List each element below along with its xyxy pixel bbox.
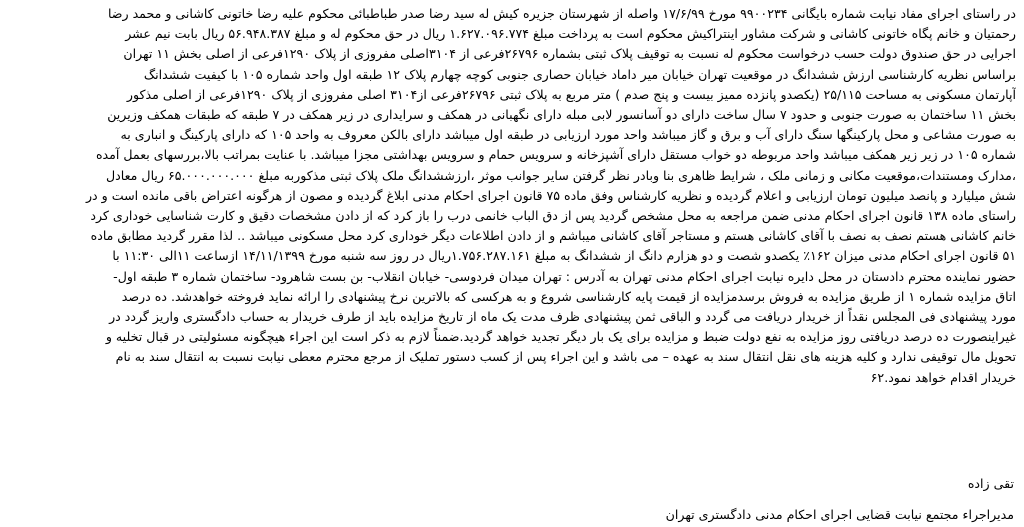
- notice-line: حضور نماینده محترم دادستان در محل دایره نیابت اجرای احکام مدنی تهران به آدرس : تهران میدان فردوسی- خیابان انقلاب- بن بست شاهرود- ساختمان شماره ۳ طبقه اول-: [113, 268, 1016, 284]
- notice-line: اجرایی در حق صندوق دولت حسب درخواست محکوم له نسبت به توقیف پلاک ثبتی بشماره ۲۶۷۹۶فرعی از ۳۱۰۴اصلی مفروزی از پلاک ۱۲۹۰فرعی از اصلی بخش ۱۱ تهران: [123, 46, 1016, 62]
- signer-title: مدیراجراء مجتمع نیابت قضایی اجرای احکام مدنی دادگستری تهران: [665, 507, 1014, 522]
- notice-line: غیراینصورت ده درصد دریافتی روز مزایده به نفع دولت ضبط و مزایده برای یک بار دیگر تجدید خواهد گردید.ضمناً لازم به ذکر است این اجراء هیچگونه مسئولیتی در قبال تخلیه و: [105, 329, 1016, 345]
- notice-line: راستای ماده ۱۳۸ قانون اجرای احکام مدنی ضمن مراجعه به محل مشخص گردید پس از دق الباب خانمی درب را باز کرد که از دادن مشخصات دقیق و کارت شناسایی خوداری کرد: [90, 208, 1016, 224]
- notice-line: ،مدارک ومستندات،موقعیت مکانی و زمانی ملک ، شرایط ظاهری بنا وبادر نظر گرفتن سایر جوانب موثر ،ارزششدانگ ملک پلاک ثبتی مذکوربه مبلغ ۶۵.۰۰۰.۰۰۰.۰۰۰ ریال معادل: [106, 167, 1016, 183]
- notice-line: شش میلیارد و پانصد میلیون تومان ارزیابی و اعلام گردیده و نظریه کارشناس وفق ماده ۷۵ قانون اجرای احکام مدنی ابلاغ گردیده و مصون از هرگونه اعتراض باقی مانده است و در: [85, 187, 1016, 203]
- notice-line: تحویل مال توقیفی ندارد و کلیه هزینه های نقل انتقال سند به عهده – می باشد و این اجراء پس از کسب دستور تملیک از مرجع محترم معطی نیابت نسبت به انتقال سند به نام: [115, 349, 1016, 365]
- notice-line: بخش ۱۱ ساختمان به صورت جنوبی و حدود ۷ سال ساخت دارای دو آسانسور لابی مبله دارای نگهبانی در همکف و سرایداری در زیر همکف در ۷ طبقه که طبقات همکف وزیرین: [107, 107, 1016, 123]
- notice-line: خانم کاشانی هستم نصف به نصف با آقای کاشانی هستم و مستاجر آقای کاشانی میباشم و از دادن اطلاعات دیگر خوداری کرد محل مسکونی میباشد .. لذا مقرر گردید مطابق ماده: [90, 228, 1016, 244]
- auction-notice-body: [8, 4, 1016, 388]
- notice-line: آپارتمان مسکونی به مساحت ۲۵/۱۱۵ (یکصدو پانزده ممیز بیست و پنج صدم ) متر مربع به پلاک ثبتی ۲۶۷۹۶فرعی از۳۱۰۴ اصلی مفروزی از پلاک ۱۲۹۰فرعی از اصلی مذکور: [126, 86, 1016, 102]
- notice-line: مورد پیشنهادی فی المجلس نقداً از خریدار دریافت می گردد و الباقی ثمن پیشنهادی ظرف مدت یک ماه از تاریخ مزایده باید از طرف خریدار به حساب دادگستری واریز گردد در: [109, 309, 1016, 325]
- notice-line: براساس نظریه کارشناسی ارزش ششدانگ در موقعیت تهران خیابان میر داماد خیابان حصاری جنوبی کوچه چهارم پلاک ۱۲ طبقه اول واحد شماره ۱۰۵ با کیفیت ششدانگ: [143, 66, 1016, 82]
- notice-line: خریدار اقدام خواهد نمود.۶۲: [870, 369, 1016, 385]
- notice-line: در راستای اجرای مفاد نیابت شماره بایگانی ۹۹۰۰۲۳۴ مورخ ۱۷/۶/۹۹ واصله از شهرستان جزیره کیش له سید رضا صدر طباطبائی محکوم علیه رضا خاتونی کاشانی و محمد رضا: [107, 6, 1016, 21]
- notice-line: رحمتیان و خانم پگاه خاتونی کاشانی و شرکت مشاور اینتراکیش محکوم است به پرداخت مبلغ ۱.۶۲۷.۰۹۶.۷۷۴ ریال در حق محکوم له و مبلغ ۵۶.۹۴۸.۳۸۷ ریال بابت نیم عشر: [125, 26, 1016, 42]
- notice-line: شماره ۱۰۵ در زیر زیر همکف میباشد واحد مربوطه دو خواب مستقل دارای آشپزخانه و سرویس حمام و سرویس بهداشتی مجزا میباشد. با عنایت بمراتب بالا،بررسهای بعمل آمده: [95, 147, 1016, 163]
- notice-line: ۵۱ قانون اجرای احکام مدنی میزان ۱۶۲٪ یکصدو شصت و دو هزارم دانگ از ششدانگ به مبلغ ۱.۷۵۶.۲۸۷.۱۶۱ریال در روز سه شنبه مورخ ۱۴/۱۱/۱۳۹۹ ازساعت ۱۱الی ۱۱:۳۰ با: [112, 248, 1016, 264]
- signer-name: تقی زاده: [967, 476, 1014, 491]
- notice-line: به صورت مشاعی و محل پارکینگها سنگ دارای آب و برق و گاز میباشد واحد مورد ارزیابی در طبقه اول میباشد دارای بالکن معروف به واحد ۱۰۵ که دارای پارکینگ و انباری به: [120, 127, 1016, 143]
- notice-line: اتاق مزایده شماره ۱ از طریق مزایده به فروش برسدمزایده از قیمت پایه کارشناسی شروع و به هرکسی که بالاترین نرخ پیشنهادی را ارائه نماید فروخته خواهدشد. ده درصد: [121, 288, 1016, 304]
